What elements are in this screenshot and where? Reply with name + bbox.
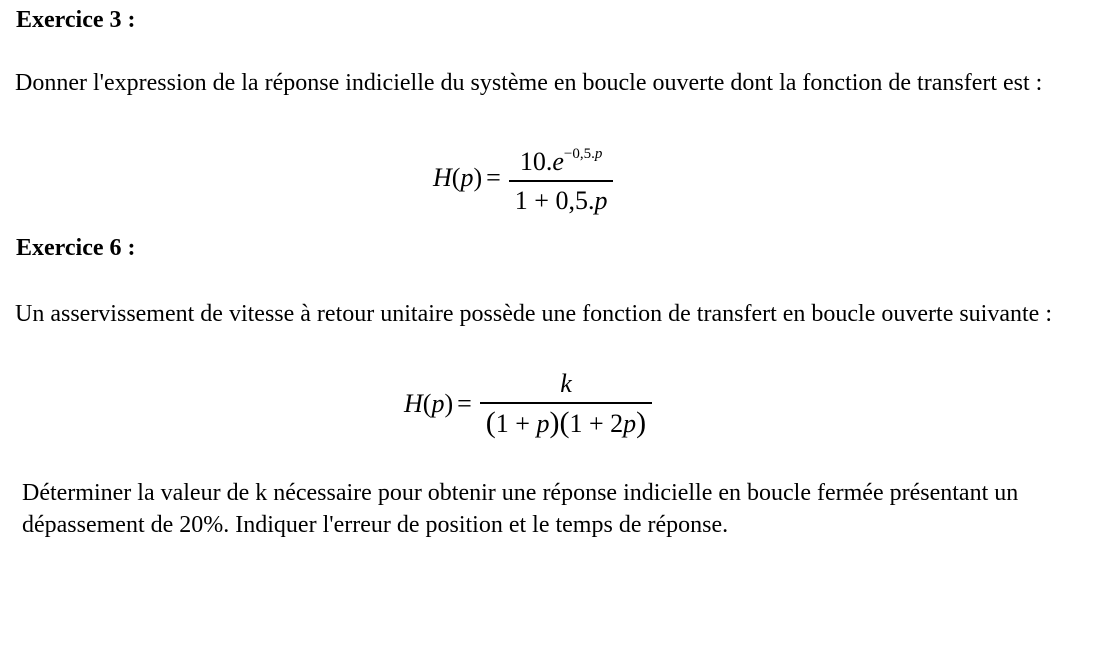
numerator [514,138,609,180]
denominator: (1 + p)(1 + 2p) [485,405,647,439]
formula-lhs: H(p) [404,389,454,419]
factor-2-variable: p [623,408,637,438]
denominator-variable: p [594,185,608,215]
exponent [564,146,602,162]
function-name: H [433,162,452,192]
numerator: k [560,369,572,398]
denominator [509,182,614,218]
exponent-coefficient: −0,5. [563,146,595,162]
formula-lhs: H(p) [433,162,483,192]
variable: p [431,389,445,419]
fraction [509,138,614,218]
exponent-variable: p [594,146,603,162]
variable: p [460,162,474,192]
exponential-base: e [552,147,564,176]
equals-sign: = [486,162,501,192]
factor-1-constant: 1 + [495,408,537,438]
exercise-6-question: Déterminer la valeur de k nécessaire pour obtenir une réponse indicielle en boucle fermée présentant un dépassement de 20%. Indiquer l'erreur de position et le temps de réponse. [22,480,1019,538]
exercise-3-heading: Exercice 3 : [16,7,136,33]
factor-1-variable: p [536,408,550,438]
factor-2-constant: 1 + 2 [569,408,624,438]
exercise-3-transfer-function [433,138,613,218]
exercise-6-statement: Un asservissement de vitesse à retour unitaire possède une fonction de transfert en boucle ouverte suivante : [15,301,1052,327]
function-name: H [404,389,423,419]
numerator-coefficient: 10. [519,147,553,176]
exercise-6-transfer-function [404,368,652,441]
denominator-constant: 1 + 0,5. [514,185,595,215]
exercise-6-heading: Exercice 6 : [16,235,136,261]
equals-sign: = [457,389,472,419]
fraction [480,368,652,441]
exercise-3-statement: Donner l'expression de la réponse indicielle du système en boucle ouverte dont la fonction de transfert est : [15,70,1043,96]
